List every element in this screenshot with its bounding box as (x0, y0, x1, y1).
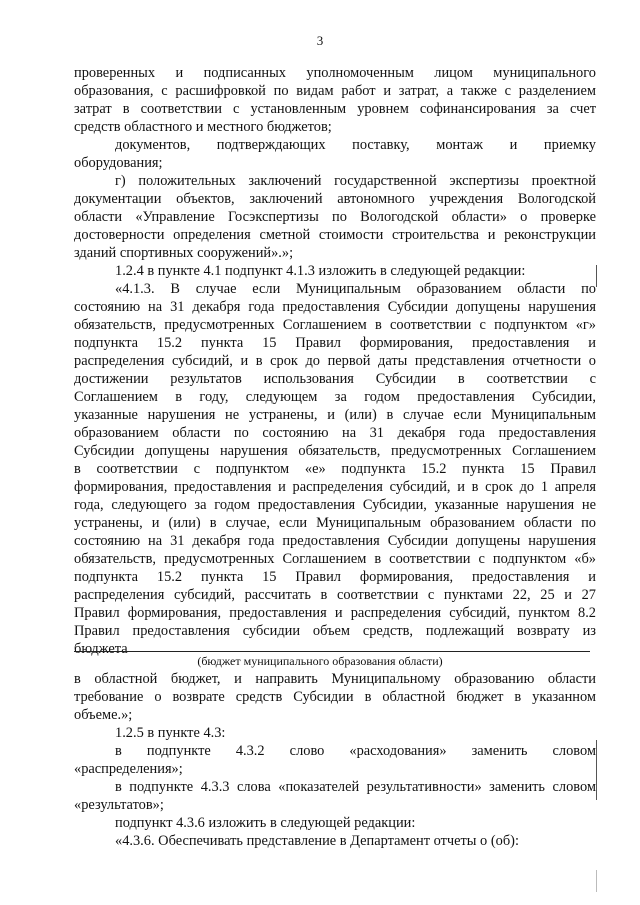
text-line: документации объектов, заключений автономного учреждения Вологодской (74, 191, 596, 207)
text-line: области «Управление Госэкспертизы по Вологодской области» о проверке (74, 209, 596, 225)
text-line: подпункта 15.2 пункта 15 Правил формирования, предоставления и (74, 335, 596, 351)
text-line: оборудования; (74, 155, 163, 171)
text-line: Субсидии допущены нарушения обязательств, предусмотренных Соглашением (74, 443, 596, 459)
text-line: документов, подтверждающих поставку, монтаж и приемку (115, 137, 596, 153)
text-line: достижении результатов использования Субсидии в соответствии с (74, 371, 596, 387)
text-line: Соглашением в году, следующем за годом предоставления Субсидии, (74, 389, 596, 405)
text-line: в подпункте 4.3.2 слово «расходования» заменить словом (115, 743, 596, 759)
text-line: образованием области по состоянию на 31 декабря года предоставления (74, 425, 596, 441)
text-line: состоянию на 31 декабря года предоставления Субсидии допущены нарушения (74, 533, 596, 549)
text-line: объеме.»; (74, 707, 133, 723)
scan-margin-mark (596, 265, 597, 287)
page-number: 3 (316, 33, 324, 48)
text-line: «4.1.3. В случае если Муниципальным образованием области по (115, 281, 596, 297)
text-line: бюджета (74, 641, 128, 657)
text-line: Правил предоставления субсидии объем средств, подлежащий возврату из (74, 623, 596, 639)
text-line: года, следующего за годом предоставления Субсидии, указанные нарушения не (74, 497, 596, 513)
fill-in-caption: (бюджет муниципального образования области) (197, 654, 443, 668)
text-line: распределения субсидий, и в срок до первой даты представления отчетности о (74, 353, 596, 369)
text-line: в подпункте 4.3.3 слова «показателей результативности» заменить словом (115, 779, 596, 795)
text-line: проверенных и подписанных уполномоченным лицом муниципального (74, 65, 596, 81)
text-line: указанные нарушения не устранены, и (или) в случае если Муниципальным (74, 407, 596, 423)
text-line: состоянию на 31 декабря года предоставления Субсидии допущены нарушения (74, 299, 596, 315)
text-line: зданий спортивных сооружений».»; (74, 245, 294, 261)
text-line: обязательств, предусмотренных Соглашением в соответствии с подпунктом «б» (74, 551, 596, 567)
scan-margin-mark (596, 870, 597, 892)
main-text-block-continued (74, 670, 596, 850)
text-line: г) положительных заключений государственной экспертизы проектной (115, 173, 596, 189)
text-line: образования, с расшифровкой по видам работ и затрат, а также с разделением (74, 83, 596, 99)
fill-in-line (74, 651, 590, 652)
text-line: обязательств, предусмотренных Соглашением в соответствии с подпунктом «г» (74, 317, 596, 333)
text-line: достоверности определения сметной стоимости строительства и реконструкции (74, 227, 596, 243)
text-line: подпункта 15.2 пункта 15 Правил формирования, предоставления и (74, 569, 596, 585)
scan-margin-mark (596, 740, 597, 800)
text-line: «4.3.6. Обеспечивать представление в Департамент отчеты о (об): (115, 833, 519, 849)
text-line: 1.2.5 в пункте 4.3: (115, 725, 226, 741)
text-line: в соответствии с подпунктом «е» подпункта 15.2 пункта 15 Правил (74, 461, 596, 477)
text-line: формирования, предоставления и распределения субсидий, и в срок до 1 апреля (74, 479, 596, 495)
text-line: распределения субсидий, рассчитать в соответствии с пунктами 22, 25 и 27 (74, 587, 596, 603)
text-line: требование о возврате средств Субсидии в областной бюджет в указанном (74, 689, 596, 705)
main-text-block (74, 64, 596, 658)
text-line: устранены, и (или) в случае, если Муниципальным образованием области по (74, 515, 596, 531)
text-line: 1.2.4 в пункте 4.1 подпункт 4.1.3 изложить в следующей редакции: (115, 263, 526, 279)
text-line: затрат в соответствии с установленным уровнем софинансирования за счет (74, 101, 596, 117)
text-line: «результатов»; (74, 797, 164, 813)
text-line: Правил формирования, предоставления и распределения субсидий, пунктом 8.2 (74, 605, 596, 621)
text-line: в областной бюджет, и направить Муниципальному образованию области (74, 671, 596, 687)
text-line: «распределения»; (74, 761, 183, 777)
text-line: подпункт 4.3.6 изложить в следующей редакции: (115, 815, 416, 831)
text-line: средств областного и местного бюджетов; (74, 119, 332, 135)
